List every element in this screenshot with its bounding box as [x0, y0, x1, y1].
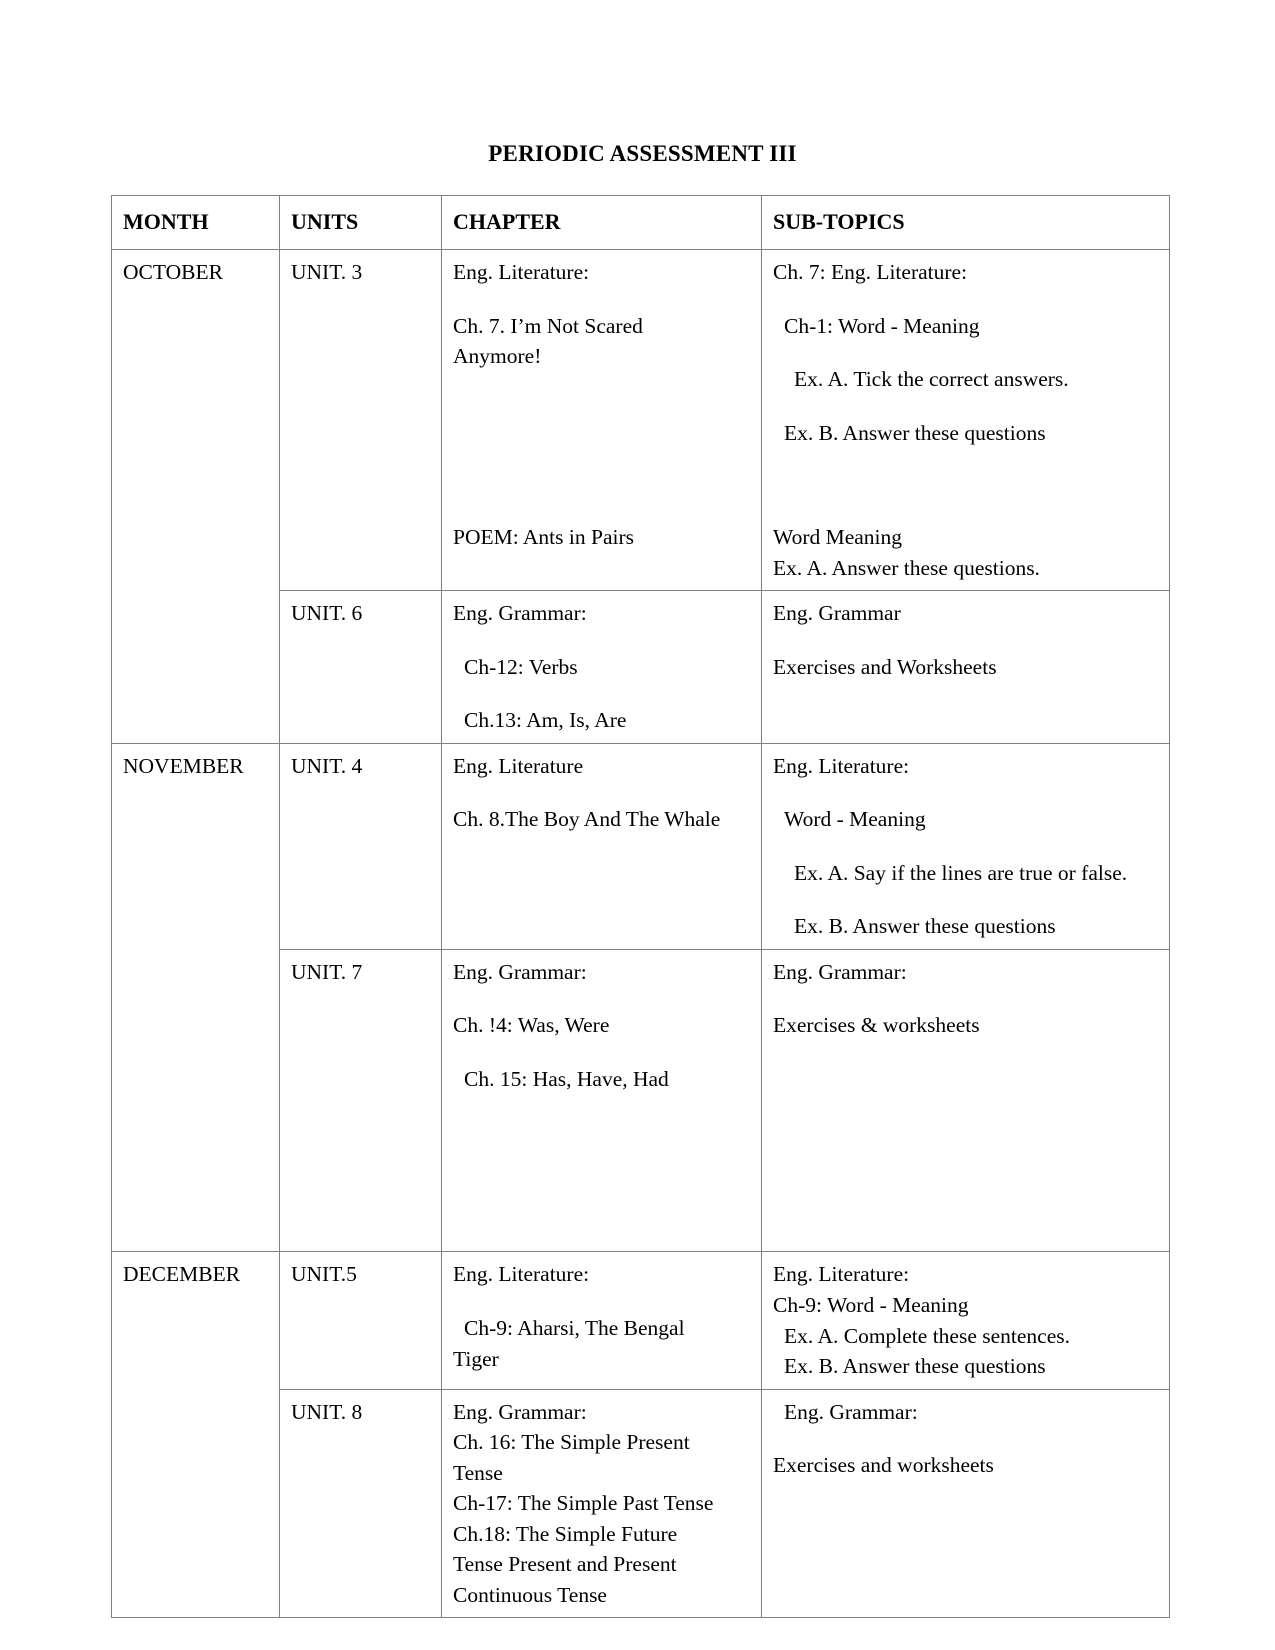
month-cell-november: NOVEMBER: [112, 743, 280, 1252]
chapter-cell-october-grammar: [442, 591, 762, 744]
subtopics-cell-october-literature: [762, 250, 1170, 591]
month-cell-december: DECEMBER: [112, 1252, 280, 1618]
column-header-subtopics: SUB-TOPICS: [762, 196, 1170, 250]
subtopics-cell-november-literature: [762, 743, 1170, 949]
chapter-line: Ch.13: Am, Is, Are: [464, 708, 627, 733]
subtopic-line: Exercises and worksheets: [773, 1453, 994, 1478]
subtopic-line: Word Meaning: [773, 525, 903, 550]
chapter-line: Ch-12: Verbs: [464, 654, 578, 679]
spacer-line: [773, 341, 1160, 364]
subtopic-line: Eng. Literature:: [773, 1262, 910, 1287]
page-title: PERIODIC ASSESSMENT III: [488, 141, 797, 166]
chapter-line: Ch. 8.The Boy And The Whale: [453, 807, 721, 832]
chapter-line: Eng. Literature: [453, 753, 584, 778]
chapter-line: Tense: [453, 1460, 503, 1485]
subtopic-line: Ch. 7: Eng. Literature:: [773, 260, 968, 285]
chapter-line: Ch.18: The Simple Future: [453, 1521, 678, 1546]
unit-cell-october-bottom: UNIT. 6: [280, 591, 442, 744]
chapter-line: Ch-17: The Simple Past Tense: [453, 1491, 714, 1516]
subtopic-line: Ex. B. Answer these questions: [784, 420, 1046, 445]
table-row: [112, 743, 1170, 949]
chapter-line: Ch. !4: Was, Were: [453, 1013, 610, 1038]
spacer-line: [773, 781, 1160, 804]
spacer-line: [773, 888, 1160, 911]
subtopic-line: Ex. A. Answer these questions.: [773, 555, 1040, 580]
table-header-row: [112, 196, 1170, 250]
spacer-line: [773, 395, 1160, 418]
subtopic-line: Exercises & worksheets: [773, 1013, 980, 1038]
spacer-line: [453, 288, 752, 311]
table-row: [112, 250, 1170, 591]
subtopic-line: Exercises and Worksheets: [773, 654, 997, 679]
chapter-line: Eng. Grammar:: [453, 959, 587, 984]
subtopics-cell-november-grammar: [762, 949, 1170, 1252]
spacer-line: [453, 1041, 752, 1064]
chapter-cell-december-literature: [442, 1252, 762, 1389]
subtopic-line: Eng. Grammar:: [773, 959, 907, 984]
syllabus-table: [111, 195, 1170, 1618]
subtopic-line: Word - Meaning: [784, 807, 926, 832]
subtopic-line: Eng. Literature:: [773, 753, 910, 778]
chapter-line: Tense Present and Present: [453, 1552, 677, 1577]
spacer-line: [773, 1427, 1160, 1450]
chapter-cell-october-literature: [442, 250, 762, 591]
table-row: [112, 1252, 1170, 1389]
month-cell-october: OCTOBER: [112, 250, 280, 744]
subtopic-line: Ex. A. Complete these sentences.: [784, 1323, 1070, 1348]
subtopics-cell-october-grammar: [762, 591, 1170, 744]
chapter-line: Ch. 7. I’m Not Scared: [453, 313, 643, 338]
subtopics-cell-december-grammar: [762, 1389, 1170, 1618]
spacer-block: [453, 1094, 752, 1244]
chapter-line: Anymore!: [453, 344, 542, 369]
unit-cell-december-bottom: UNIT. 8: [280, 1389, 442, 1618]
chapter-cell-december-grammar: [442, 1389, 762, 1618]
chapter-line: Ch. 15: Has, Have, Had: [464, 1066, 669, 1091]
spacer-block: [453, 372, 752, 522]
column-header-units: UNITS: [280, 196, 442, 250]
spacer-line: [453, 629, 752, 652]
chapter-line: Continuous Tense: [453, 1582, 607, 1607]
subtopic-line: Ex. B. Answer these questions: [794, 914, 1056, 939]
chapter-line: Tiger: [453, 1346, 499, 1371]
unit-cell-november-bottom: UNIT. 7: [280, 949, 442, 1252]
subtopic-line: Ch-9: Word - Meaning: [773, 1293, 969, 1317]
subtopic-line: Ex. B. Answer these questions: [784, 1354, 1046, 1379]
subtopic-line: Ex. A. Say if the lines are true or false.: [794, 860, 1128, 885]
column-header-chapter: CHAPTER: [442, 196, 762, 250]
chapter-line: Eng. Literature:: [453, 260, 590, 285]
unit-cell-december-top: UNIT.5: [280, 1252, 442, 1389]
subtopic-line: Eng. Grammar:: [784, 1399, 918, 1424]
chapter-line: Ch. 16: The Simple Present: [453, 1430, 690, 1455]
spacer-line: [453, 987, 752, 1010]
spacer-line: [773, 835, 1160, 858]
chapter-poem-line: POEM: Ants in Pairs: [453, 524, 634, 549]
subtopic-line: Eng. Grammar: [773, 601, 901, 626]
unit-cell-november-top: UNIT. 4: [280, 743, 442, 949]
spacer-block: [453, 835, 752, 909]
spacer-line: [453, 682, 752, 705]
subtopics-cell-december-literature: [762, 1252, 1170, 1389]
chapter-line: Eng. Grammar:: [453, 601, 587, 626]
spacer-line: [773, 987, 1160, 1010]
unit-cell-october-top: UNIT. 3: [280, 250, 442, 591]
spacer-line: [773, 288, 1160, 311]
chapter-line: Eng. Literature:: [453, 1262, 590, 1287]
column-header-month: MONTH: [112, 196, 280, 250]
subtopic-line: Ch-1: Word - Meaning: [784, 313, 980, 338]
chapter-line: Ch-9: Aharsi, The Bengal: [464, 1316, 685, 1340]
subtopic-line: Ex. A. Tick the correct answers.: [794, 367, 1069, 392]
spacer-line: [453, 781, 752, 804]
chapter-line: Eng. Grammar:: [453, 1399, 587, 1424]
chapter-cell-november-grammar: [442, 949, 762, 1252]
spacer-block: [773, 448, 1160, 522]
spacer-line: [453, 1290, 752, 1313]
spacer-line: [773, 629, 1160, 652]
chapter-cell-november-literature: [442, 743, 762, 949]
